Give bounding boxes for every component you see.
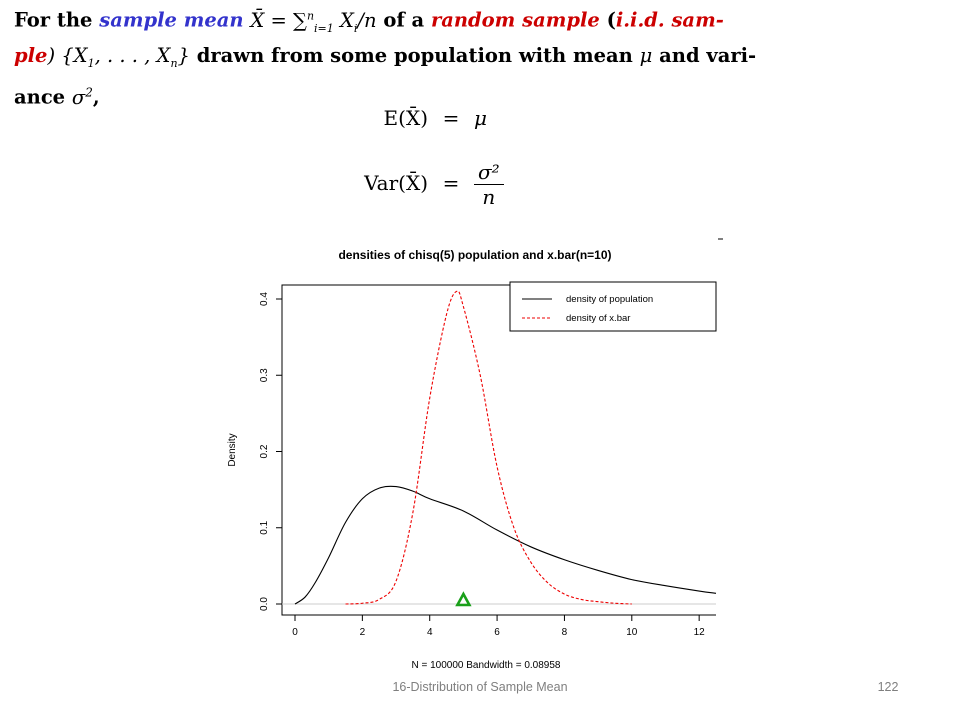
x-tick-label: 2 <box>359 627 366 638</box>
open-paren: ( <box>606 8 616 32</box>
chart-axes <box>259 285 716 638</box>
eq-var-lhs: Var(X̄) <box>364 171 428 195</box>
math-sample-set <box>47 44 190 71</box>
y-tick-label: 0.4 <box>259 292 270 306</box>
population-density-line <box>295 486 716 604</box>
text-for-the: For the <box>14 8 93 32</box>
xbar-density-line <box>346 291 632 604</box>
y-tick-label: 0.2 <box>259 444 270 459</box>
footer-title: 16-Distribution of Sample Mean <box>392 680 568 694</box>
math-xi: X <box>339 8 354 32</box>
eq-var-equals: = <box>442 171 460 195</box>
density-chart <box>220 232 730 672</box>
eq-var-denominator: n <box>482 185 496 209</box>
eq-mean-rhs: μ <box>474 106 487 130</box>
intro-paragraph <box>14 2 844 112</box>
eq-mean-equals: = <box>442 106 460 130</box>
text-of-a: of a <box>383 8 425 32</box>
math-over-n: /n <box>357 8 377 32</box>
math-sigma-squared <box>72 86 93 109</box>
mean-marker-triangle <box>457 594 469 605</box>
math-sum-upper: n <box>306 9 315 22</box>
text-and-vari: and vari- <box>659 44 757 68</box>
x-tick-label: 6 <box>494 627 500 638</box>
x-axis-label: N = 100000 Bandwidth = 0.08958 <box>411 660 561 671</box>
y-tick-label: 0.0 <box>259 597 270 611</box>
chart-legend <box>510 282 716 331</box>
x-tick-label: 4 <box>426 627 433 638</box>
text-comma: , <box>92 85 100 109</box>
x-tick-label: 12 <box>693 627 705 638</box>
math-set-close: } <box>177 44 190 68</box>
math-sigma-exp: 2 <box>85 85 93 100</box>
math-xn-index: n <box>170 57 178 71</box>
chart-title: densities of chisq(5) population and x.bar(n=10) <box>338 248 612 262</box>
term-iid-sample: i.i.d. sam- <box>615 8 724 32</box>
text-ance: ance <box>14 85 66 109</box>
eq-var-fraction <box>474 160 504 209</box>
math-ellipsis-xn: , . . . , X <box>94 44 171 68</box>
math-set-open: ) {X <box>47 44 88 68</box>
term-random-sample: random sample <box>430 8 600 32</box>
math-sum-lower: i=1 <box>314 21 334 35</box>
term-sample-mean: sample mean <box>99 8 244 32</box>
term-iid-sample-end: ple <box>14 44 48 68</box>
math-sigma: σ <box>71 85 86 109</box>
math-sum-symbol: X̄ = ∑ <box>250 8 307 32</box>
x-tick-label: 0 <box>292 627 298 638</box>
eq-mean-lhs: E(X̄) <box>383 106 428 130</box>
plot-frame <box>282 285 716 615</box>
math-x1-index: 1 <box>87 57 95 71</box>
eq-var-numerator: σ² <box>474 160 504 185</box>
x-tick-label: 8 <box>561 627 568 638</box>
y-tick-label: 0.1 <box>259 520 270 535</box>
math-xi-index: i <box>353 21 358 35</box>
y-tick-label: 0.3 <box>259 368 270 383</box>
x-tick-label: 10 <box>626 627 638 638</box>
equation-variance <box>326 160 504 209</box>
page-number: 122 <box>877 680 899 694</box>
legend-label-population: density of population <box>566 294 654 305</box>
text-drawn-from: drawn from some population with mean <box>196 44 633 68</box>
chart-series <box>295 291 716 605</box>
y-axis-label: Density <box>227 433 238 467</box>
math-sample-mean-def <box>250 8 377 35</box>
math-mu: μ <box>639 44 653 68</box>
legend-label-xbar: density of x.bar <box>566 313 631 324</box>
equation-expectation <box>340 106 487 130</box>
